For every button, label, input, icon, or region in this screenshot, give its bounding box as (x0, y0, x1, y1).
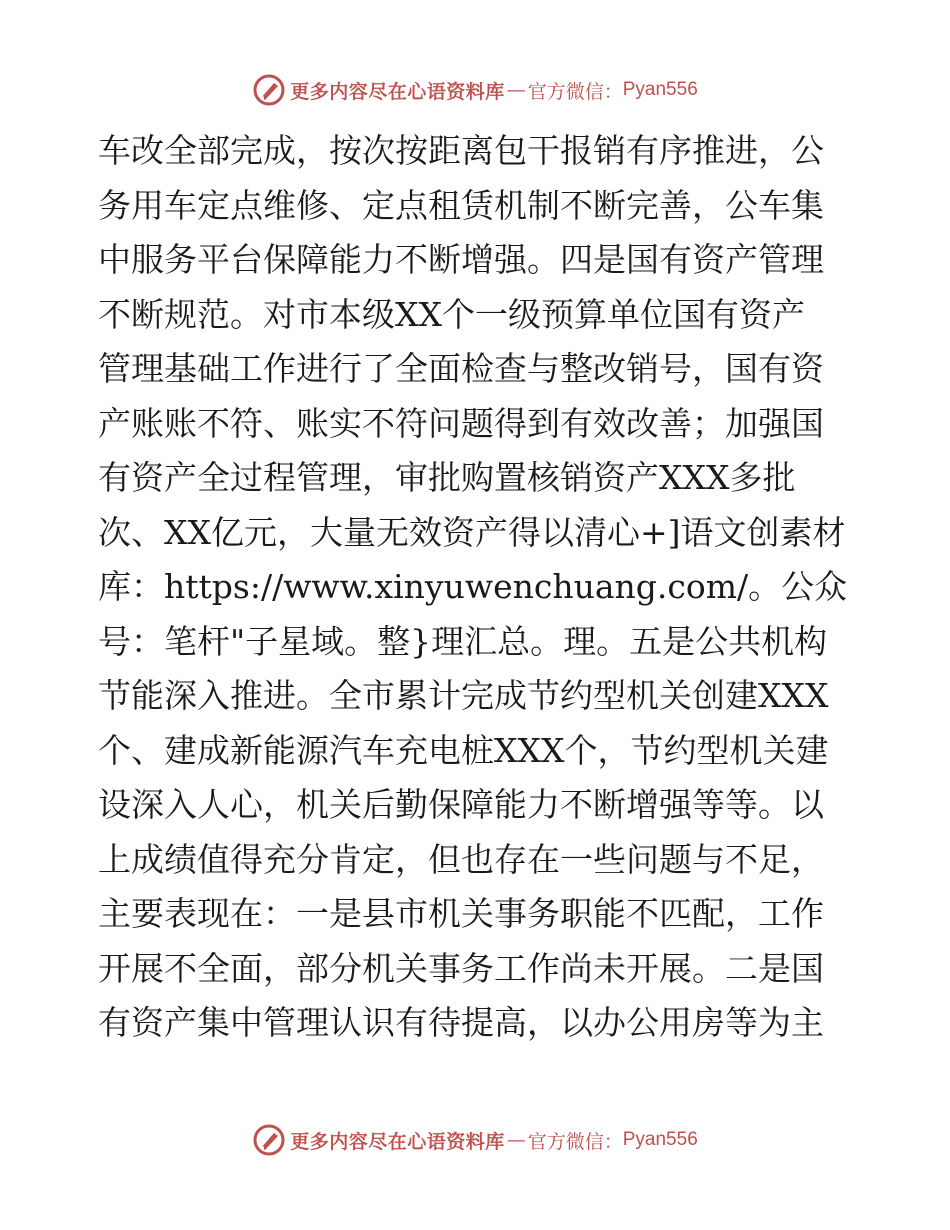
banner-separator: — (506, 1129, 526, 1151)
text-line: 开展不全面，部分机关事务工作尚未开展。二是国 (98, 948, 824, 988)
pen-logo-icon (252, 1123, 286, 1157)
text-line: 主要表现在：一是县市机关事务职能不匹配，工作 (98, 894, 824, 933)
header-banner (0, 70, 950, 110)
text-line: 不断规范。对市本级XX个一级预算单位国有资产 (98, 294, 805, 334)
text-line: 节能深入推进。全市累计完成节约型机关创建XXX (98, 676, 829, 715)
text-line: 中服务平台保障能力不断增强。四是国有资产管理 (98, 240, 824, 279)
text-line: 务用车定点维修、定点租赁机制不断完善，公车集 (98, 185, 824, 225)
banner-separator: — (506, 79, 526, 101)
banner-wechat-id: Pyan556 (622, 1129, 698, 1150)
text-line: 库：https://www.xinyuwenchuang.com/。公众 (98, 567, 848, 606)
text-line: 次、XX亿元，大量无效资产得以清心+]语文创素材 (98, 512, 846, 552)
text-line: 产账账不符、账实不符问题得到有效改善；加强国 (98, 403, 824, 443)
text-line: 号：笔杆"子星域。整}理汇总。理。五是公共机构 (98, 621, 828, 661)
text-line: 设深入人心，机关后勤保障能力不断增强等等。以 (98, 785, 824, 824)
text-line: 个、建成新能源汽车充电桩XXX个，节约型机关建 (98, 730, 829, 770)
pen-logo-icon (252, 73, 286, 107)
document-body (98, 124, 858, 1051)
banner-text: 更多内容尽在心语资料库 (290, 1130, 505, 1153)
text-line: 车改全部完成，按次按距离包干报销有序推进，公 (98, 131, 824, 170)
footer-banner (0, 1120, 950, 1160)
banner-text: 更多内容尽在心语资料库 (290, 80, 505, 103)
text-line: 管理基础工作进行了全面检查与整改销号，国有资 (98, 349, 824, 388)
text-line: 有资产集中管理认识有待提高，以办公用房等为主 (98, 1003, 824, 1042)
banner-official-label: 官方微信： (527, 80, 623, 103)
text-line: 上成绩值得充分肯定，但也存在一些问题与不足， (98, 839, 824, 879)
banner-official-label: 官方微信： (527, 1130, 623, 1153)
banner-wechat-id: Pyan556 (622, 79, 698, 100)
text-line: 有资产全过程管理，审批购置核销资产XXX多批 (98, 458, 796, 497)
